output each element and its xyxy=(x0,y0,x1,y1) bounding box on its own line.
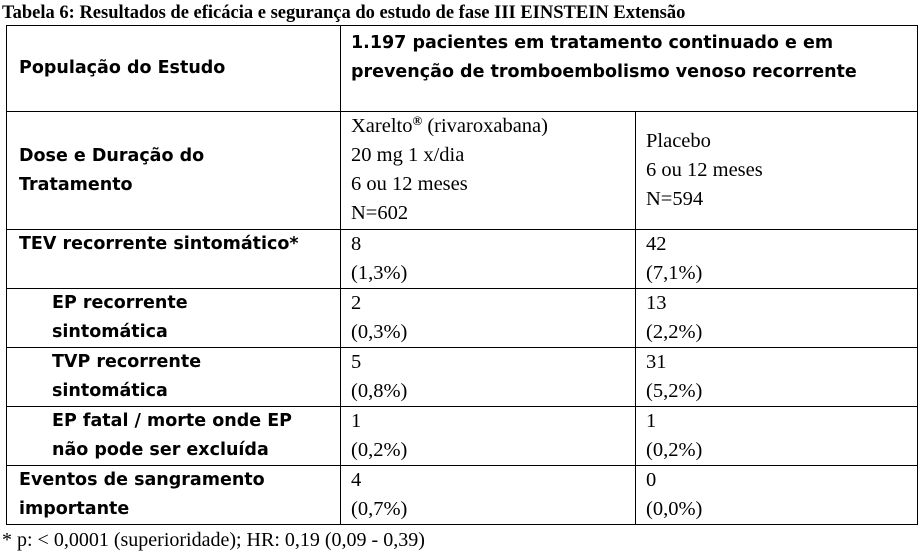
placebo-value-cell xyxy=(636,289,918,348)
dose-label-cell xyxy=(7,112,341,230)
xarelto-count: 2 xyxy=(351,292,362,314)
xarelto-count: 4 xyxy=(351,469,362,491)
row-label-line1: TEV recorrente sintomático* xyxy=(19,234,299,254)
placebo-count: 0 xyxy=(646,469,657,491)
dose-label-line2: Tratamento xyxy=(19,174,133,195)
row-label-line2: sintomática xyxy=(52,381,168,401)
population-description-line2: prevenção de tromboembolismo venoso recorrente xyxy=(351,62,857,82)
xarelto-dose: 20 mg 1 x/dia xyxy=(351,144,465,166)
xarelto-count: 1 xyxy=(351,410,362,432)
table-row xyxy=(7,466,918,525)
row-label-cell xyxy=(7,407,341,466)
population-description-cell xyxy=(341,26,918,112)
row-label-cell xyxy=(7,466,341,525)
table-caption: Tabela 6: Resultados de eficácia e segurança do estudo de fase III EINSTEIN Extensão xyxy=(2,3,686,23)
xarelto-n: N=602 xyxy=(351,202,409,224)
row-label-line1: Eventos de sangramento xyxy=(19,470,265,490)
row-label-cell xyxy=(7,230,341,289)
xarelto-dose-cell xyxy=(341,112,636,230)
xarelto-value-cell xyxy=(341,407,636,466)
placebo-duration: 6 ou 12 meses xyxy=(646,159,763,181)
table-row xyxy=(7,407,918,466)
table-footnote: * p: < 0,0001 (superioridade); HR: 0,19 (0,09 - 0,39) xyxy=(2,529,425,551)
table-row xyxy=(7,289,918,348)
dose-label-line1: Dose e Duração do xyxy=(19,145,205,166)
xarelto-percent: (0,7%) xyxy=(351,498,408,520)
placebo-value-cell xyxy=(636,466,918,525)
placebo-percent: (7,1%) xyxy=(646,262,703,284)
placebo-count: 42 xyxy=(646,233,667,255)
xarelto-count: 5 xyxy=(351,351,362,373)
row-label-line2: não pode ser excluída xyxy=(52,440,269,460)
placebo-count: 1 xyxy=(646,410,657,432)
xarelto-value-cell xyxy=(341,230,636,289)
row-label-line1: EP fatal / morte onde EP xyxy=(52,411,293,431)
placebo-percent: (5,2%) xyxy=(646,380,703,402)
xarelto-duration: 6 ou 12 meses xyxy=(351,173,468,195)
xarelto-percent: (0,8%) xyxy=(351,380,408,402)
row-label-line1: TVP recorrente xyxy=(52,352,202,372)
xarelto-generic-name: (rivaroxabana) xyxy=(422,115,548,137)
population-description-line1: 1.197 pacientes em tratamento continuado e em xyxy=(351,33,834,53)
placebo-percent: (2,2%) xyxy=(646,321,703,343)
placebo-count: 31 xyxy=(646,351,667,373)
placebo-dose-cell xyxy=(636,112,918,230)
xarelto-percent: (0,2%) xyxy=(351,439,408,461)
placebo-percent: (0,2%) xyxy=(646,439,703,461)
placebo-name: Placebo xyxy=(646,130,711,152)
placebo-percent: (0,0%) xyxy=(646,498,703,520)
xarelto-percent: (0,3%) xyxy=(351,321,408,343)
population-row xyxy=(7,26,918,112)
row-label-cell xyxy=(7,289,341,348)
registered-mark: ® xyxy=(412,113,423,128)
table-row xyxy=(7,348,918,407)
row-label-cell xyxy=(7,348,341,407)
efficacy-safety-table xyxy=(6,25,918,525)
xarelto-name-line xyxy=(351,112,635,141)
placebo-value-cell xyxy=(636,407,918,466)
xarelto-value-cell xyxy=(341,289,636,348)
population-label: População do Estudo xyxy=(19,58,226,78)
dose-row xyxy=(7,112,918,230)
xarelto-value-cell xyxy=(341,348,636,407)
placebo-value-cell xyxy=(636,230,918,289)
xarelto-count: 8 xyxy=(351,233,362,255)
row-label-line2: sintomática xyxy=(52,322,168,342)
table-row xyxy=(7,230,918,289)
xarelto-name: Xarelto xyxy=(351,115,413,137)
population-label-cell xyxy=(7,26,341,112)
xarelto-value-cell xyxy=(341,466,636,525)
xarelto-percent: (1,3%) xyxy=(351,262,408,284)
row-label-line2: importante xyxy=(19,499,130,519)
placebo-value-cell xyxy=(636,348,918,407)
row-label-line1: EP recorrente xyxy=(52,293,188,313)
placebo-count: 13 xyxy=(646,292,667,314)
placebo-n: N=594 xyxy=(646,188,704,210)
